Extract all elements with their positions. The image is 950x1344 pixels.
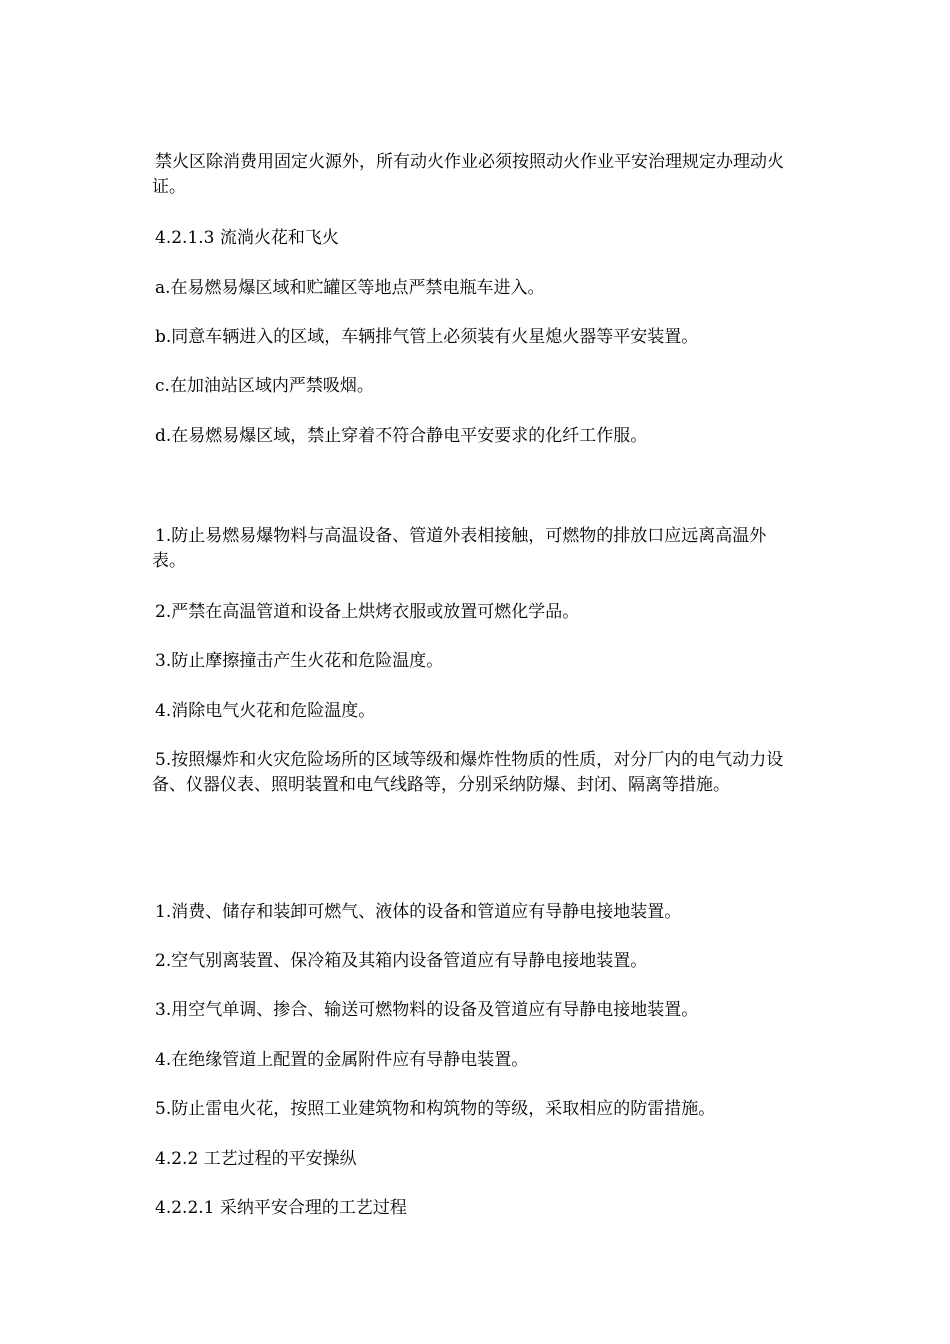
list-item-2-static: 2.空气别离装置、保冷箱及其箱内设备管道应有导静电接地装置。: [155, 951, 648, 971]
list-item-1-high-temp: 1.防止易燃易爆物料与高温设备、管道外表相接触，可燃物的排放口应远离高温外表。: [152, 526, 767, 571]
list-item-4-static: 4.在绝缘管道上配置的金属附件应有导静电装置。: [155, 1050, 529, 1070]
list-item-a: a.在易燃易爆区域和贮罐区等地点严禁电瓶车进入。: [155, 278, 545, 298]
list-item-3-friction: 3.防止摩擦撞击产生火花和危险温度。: [155, 651, 444, 671]
list-item-4-electric: 4.消除电气火花和危险温度。: [155, 701, 376, 721]
section-heading-4-2-2-1: 4.2.2.1 采纳平安合理的工艺过程: [155, 1198, 407, 1218]
section-heading-4-2-1-3: 4.2.1.3 流淌火花和飞火: [155, 228, 339, 248]
list-item-2-high-temp: 2.严禁在高温管道和设备上烘烤衣服或放置可燃化学品。: [155, 602, 580, 622]
list-item-1-static: 1.消费、储存和装卸可燃气、液体的设备和管道应有导静电接地装置。: [155, 902, 682, 922]
section-heading-4-2-2: 4.2.2 工艺过程的平安操纵: [155, 1149, 357, 1169]
list-item-c: c.在加油站区域内严禁吸烟。: [155, 376, 374, 396]
list-item-b: b.同意车辆进入的区域，车辆排气管上必须装有火星熄火器等平安装置。: [155, 327, 699, 347]
list-item-3-static: 3.用空气单调、掺合、输送可燃物料的设备及管道应有导静电接地装置。: [155, 1000, 699, 1020]
paragraph-fire-zone: 禁火区除消费用固定火源外，所有动火作业必须按照动火作业平安治理规定办理动火证。: [152, 152, 784, 197]
list-item-5-explosion-proof: 5.按照爆炸和火灾危险场所的区域等级和爆炸性物质的性质，对分厂内的电气动力设备、仪器仪表、照明装置和电气线路等，分别采纳防爆、封闭、隔离等措施。: [152, 750, 784, 795]
list-item-5-lightning: 5.防止雷电火花，按照工业建筑物和构筑物的等级，采取相应的防雷措施。: [155, 1099, 716, 1119]
list-item-d: d.在易燃易爆区域，禁止穿着不符合静电平安要求的化纤工作服。: [155, 426, 648, 446]
